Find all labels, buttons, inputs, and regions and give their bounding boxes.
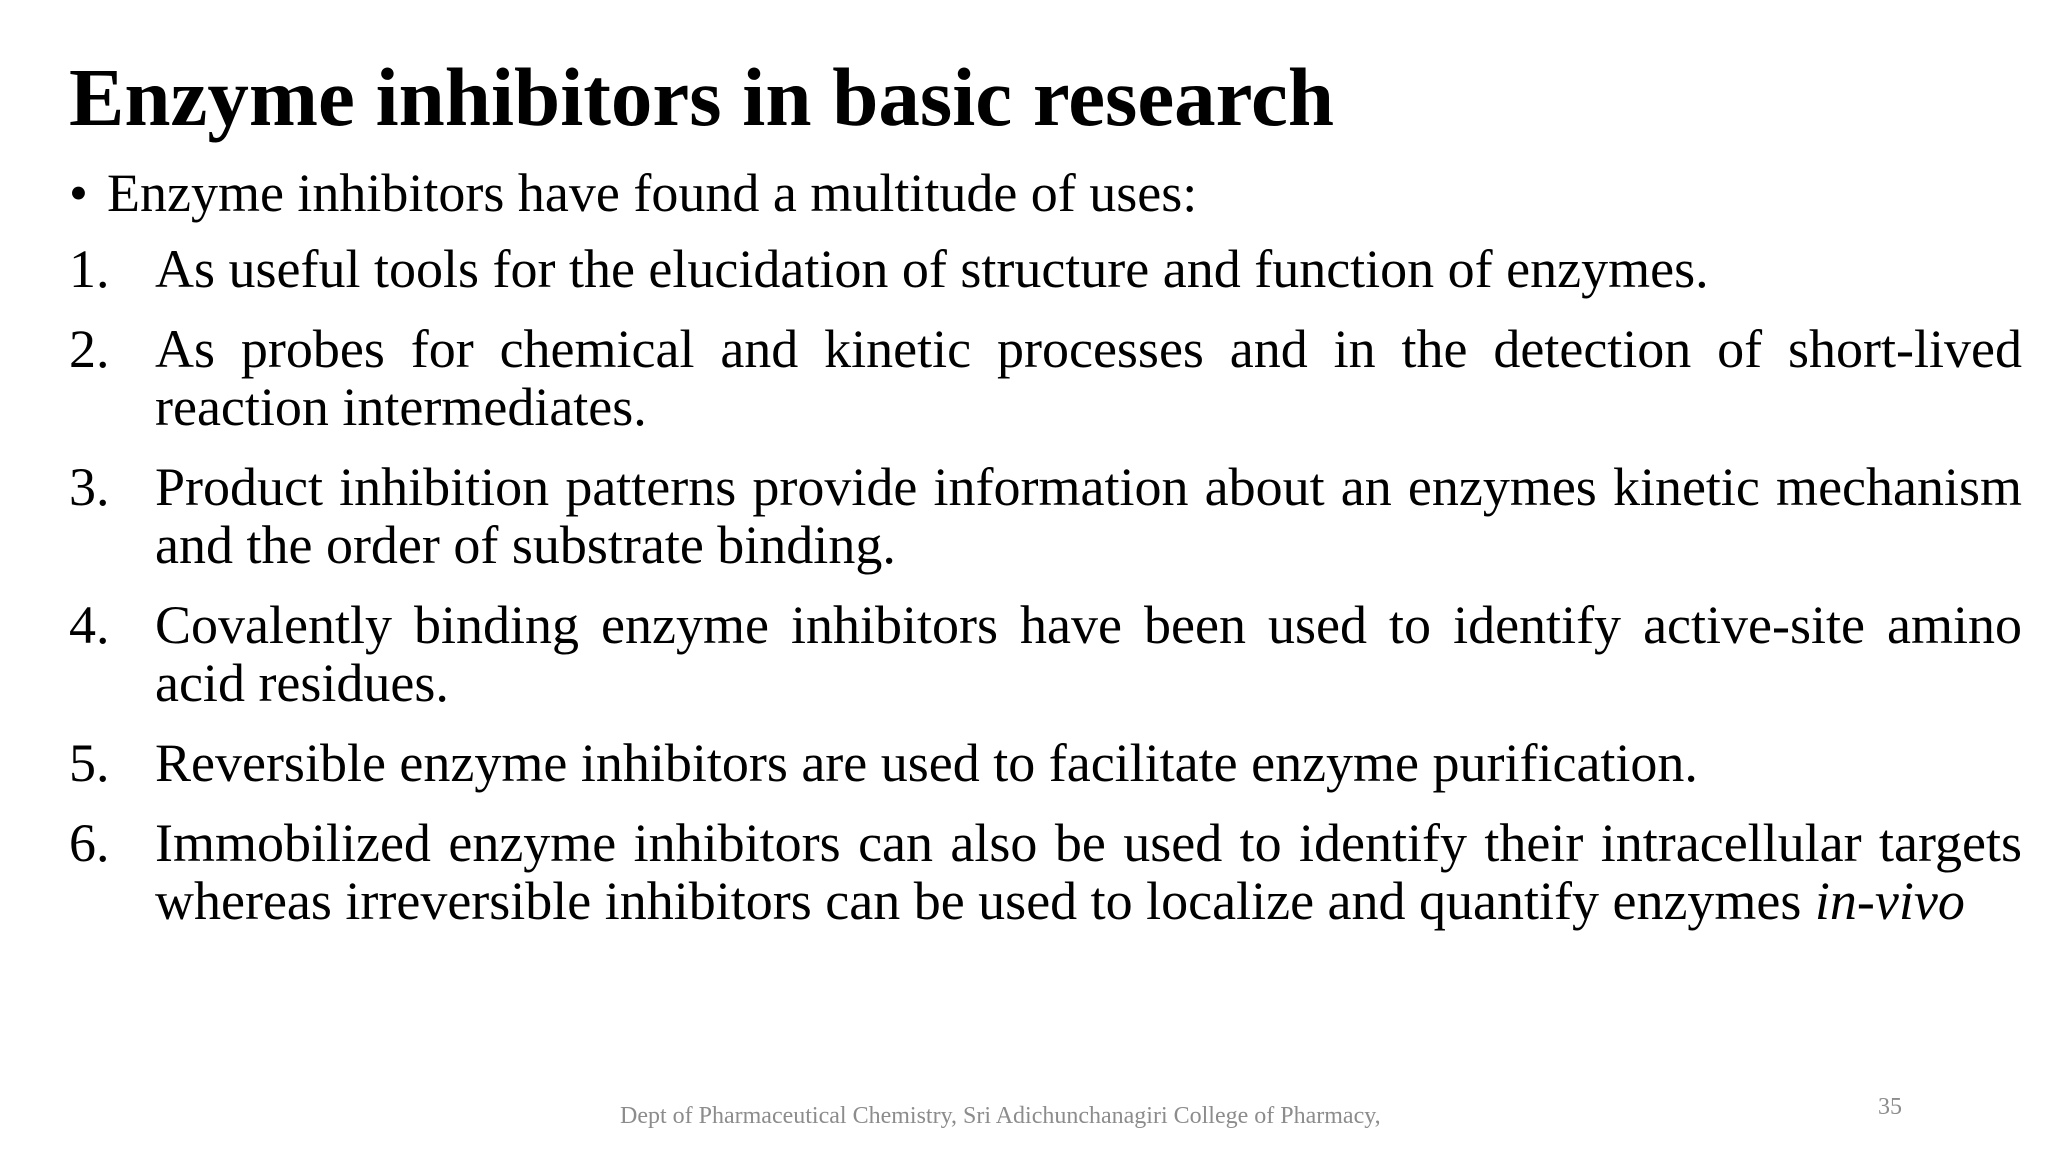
list-item-text-italic: in-vivo (1814, 871, 1965, 931)
slide-title: Enzyme inhibitors in basic research (69, 51, 1335, 143)
list-item-number: 6. (69, 813, 110, 873)
list-item (69, 458, 2022, 574)
list-item-text: As probes for chemical and kinetic processes and in the detection of short-lived reaction intermediates. (155, 319, 2022, 437)
list-item-text-main: Immobilized enzyme inhibitors can also be used to identify their intracellular targets whereas irreversible inhibitors can be used to localize and quantify enzymes (155, 813, 2022, 931)
bullet-marker: • (69, 163, 88, 223)
list-item-number: 1. (69, 239, 110, 299)
list-item (69, 596, 2022, 712)
list-item-text: Product inhibition patterns provide information about an enzymes kinetic mechanism and the order of substrate binding. (155, 457, 2022, 575)
list-item (69, 734, 2022, 792)
list-item-number: 4. (69, 595, 110, 655)
list-item-number: 5. (69, 733, 110, 793)
list-item-text: Covalently binding enzyme inhibitors have been used to identify active-site amino acid residues. (155, 595, 2022, 713)
list-item (69, 814, 2022, 930)
list-item-text: Reversible enzyme inhibitors are used to facilitate enzyme purification. (155, 733, 1698, 793)
intro-text: Enzyme inhibitors have found a multitude of uses: (107, 163, 1198, 223)
list-item-text (155, 814, 2022, 930)
list-item (69, 240, 2022, 298)
list-item-number: 2. (69, 319, 110, 379)
list-item (69, 320, 2022, 436)
intro-bullet (69, 161, 1197, 226)
footer-text: Dept of Pharmaceutical Chemistry, Sri Adichunchanagiri College of Pharmacy, (620, 1103, 1381, 1129)
list-item-number: 3. (69, 457, 110, 517)
page-number: 35 (1878, 1094, 1902, 1120)
list-item-text: As useful tools for the elucidation of structure and function of enzymes. (155, 239, 1709, 299)
